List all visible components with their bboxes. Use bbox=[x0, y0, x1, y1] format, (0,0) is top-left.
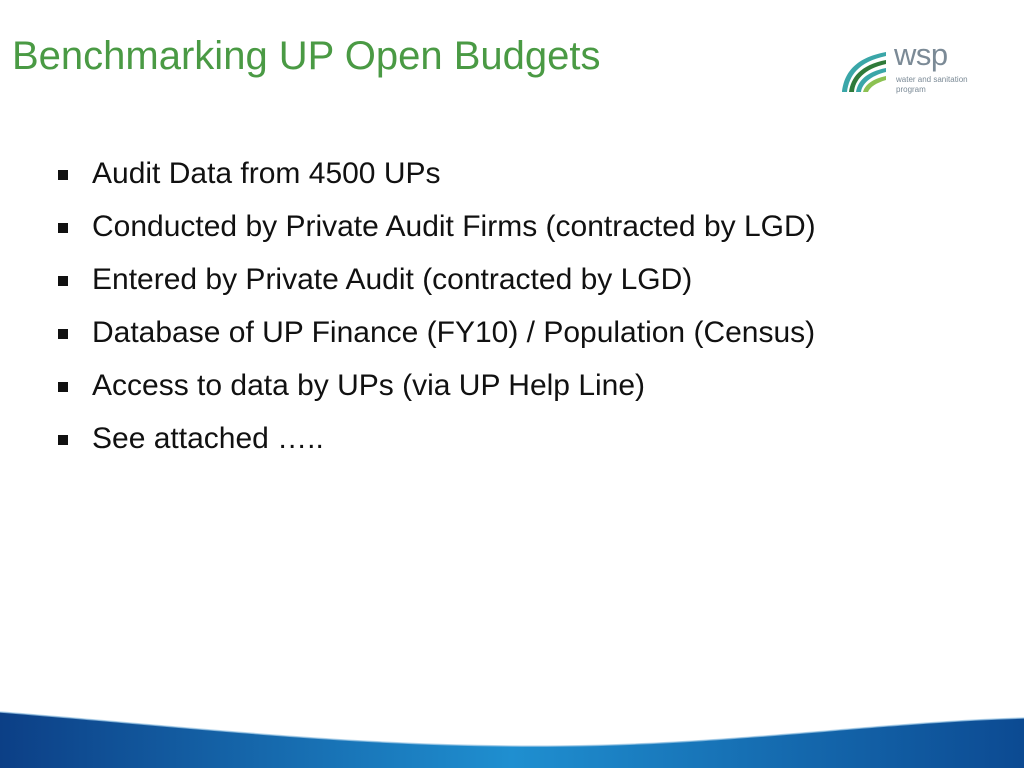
bullet-list bbox=[56, 150, 816, 468]
bullet-text: Database of UP Finance (FY10) / Population (Census) bbox=[92, 316, 816, 349]
wsp-logo-icon bbox=[840, 46, 888, 94]
bullet-item bbox=[56, 309, 816, 362]
bullet-item bbox=[56, 203, 816, 256]
square-bullet-icon bbox=[58, 382, 68, 392]
footer-wave bbox=[0, 708, 1024, 768]
square-bullet-icon bbox=[58, 276, 68, 286]
bullet-item bbox=[56, 415, 816, 468]
bullet-text: Entered by Private Audit (contracted by LGD) bbox=[92, 263, 693, 296]
bullet-text: Conducted by Private Audit Firms (contracted by LGD) bbox=[92, 210, 816, 243]
wsp-logo bbox=[840, 37, 980, 96]
bullet-item bbox=[56, 256, 816, 309]
slide-title: Benchmarking UP Open Budgets bbox=[12, 34, 601, 78]
square-bullet-icon bbox=[58, 329, 68, 339]
square-bullet-icon bbox=[58, 223, 68, 233]
bullet-text: Access to data by UPs (via UP Help Line) bbox=[92, 369, 646, 402]
square-bullet-icon bbox=[58, 435, 68, 445]
logo-wordmark: wsp bbox=[894, 37, 948, 72]
square-bullet-icon bbox=[58, 170, 68, 180]
bullet-text: Audit Data from 4500 UPs bbox=[92, 157, 441, 190]
bullet-item bbox=[56, 362, 816, 415]
bullet-text: See attached ….. bbox=[92, 422, 324, 455]
logo-tagline: water and sanitation program bbox=[896, 75, 968, 94]
bullet-item bbox=[56, 150, 816, 203]
